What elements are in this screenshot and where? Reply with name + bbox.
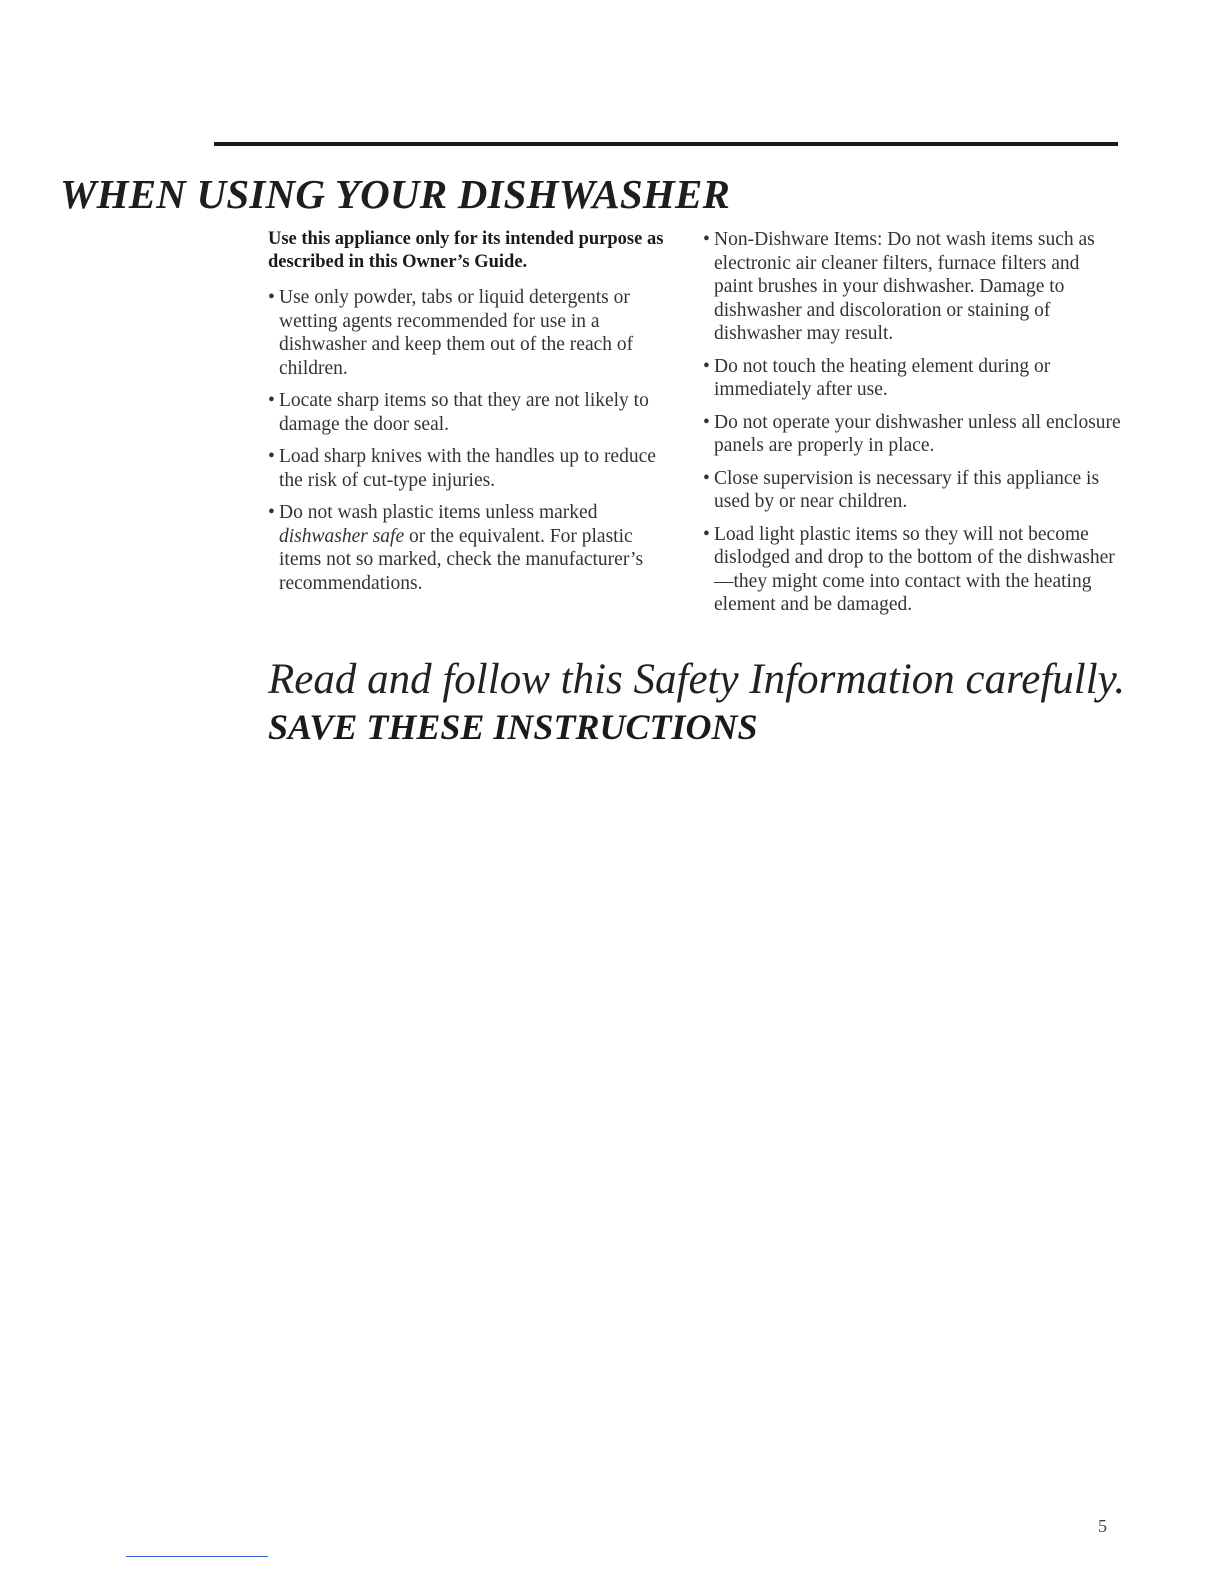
list-item — [268, 501, 678, 595]
bullet-icon: • — [703, 411, 710, 433]
list-item — [703, 228, 1123, 346]
left-bullet-list — [268, 286, 678, 595]
bullet-icon: • — [703, 355, 710, 377]
bullet-text: Do not touch the heating element during or immediately after use. — [714, 355, 1051, 400]
bullet-text: Close supervision is necessary if this appliance is used by or near children. — [714, 467, 1100, 512]
bottom-divider — [126, 1556, 268, 1557]
bullet-text: Load sharp knives with the handles up to reduce the risk of cut-type injuries. — [279, 446, 656, 491]
intro-statement: Use this appliance only for its intended purpose as described in this Owner’s Guide. — [268, 229, 664, 272]
bullet-icon: • — [703, 523, 710, 545]
bullet-text: Do not operate your dishwasher unless all enclosure panels are properly in place. — [714, 411, 1121, 456]
closing-statement — [268, 655, 1148, 749]
right-bullet-list — [703, 228, 1123, 617]
bullet-icon: • — [268, 502, 275, 523]
save-instructions-line: SAVE THESE INSTRUCTIONS — [268, 707, 758, 747]
bullet-text: Load light plastic items so they will not become dislodged and drop to the bottom of the dishwasher—they might come into contact with the heating element and be damaged. — [714, 523, 1115, 615]
list-item — [703, 523, 1123, 617]
bullet-text: Non-Dishware Items: Do not wash items such as electronic air cleaner filters, furnace filters and paint brushes in your dishwasher. Damage to dishwasher and discoloration or staining of dishwasher may result. — [714, 229, 1095, 344]
bullet-icon: • — [268, 446, 275, 467]
bullet-text-start: Do not wash plastic items unless marked — [279, 502, 598, 523]
bullet-icon: • — [268, 390, 275, 411]
list-item — [268, 286, 678, 380]
list-item — [268, 389, 678, 436]
top-divider — [214, 142, 1118, 146]
bullet-icon: • — [703, 467, 710, 489]
section-title: WHEN USING YOUR DISHWASHER — [60, 171, 731, 217]
bullet-icon: • — [703, 229, 710, 250]
left-column — [268, 228, 678, 604]
bullet-text-end: or the equivalent. For plastic items not so marked, check the manufacturer’s recommendations. — [279, 525, 644, 594]
list-item — [703, 355, 1123, 402]
bullet-text: Use only powder, tabs or liquid detergents or wetting agents recommended for use in a dishwasher and keep them out of the reach of children. — [279, 287, 634, 379]
right-column — [703, 228, 1123, 626]
bullet-text: Locate sharp items so that they are not likely to damage the door seal. — [279, 390, 649, 435]
page-number: 5 — [1098, 1516, 1107, 1536]
bullet-icon: • — [268, 287, 275, 308]
list-item — [703, 411, 1123, 458]
list-item — [268, 445, 678, 492]
list-item — [703, 467, 1123, 514]
read-safety-line: Read and follow this Safety Information carefully. — [268, 656, 1126, 703]
dishwasher-safe-term: dishwasher safe — [279, 525, 405, 547]
